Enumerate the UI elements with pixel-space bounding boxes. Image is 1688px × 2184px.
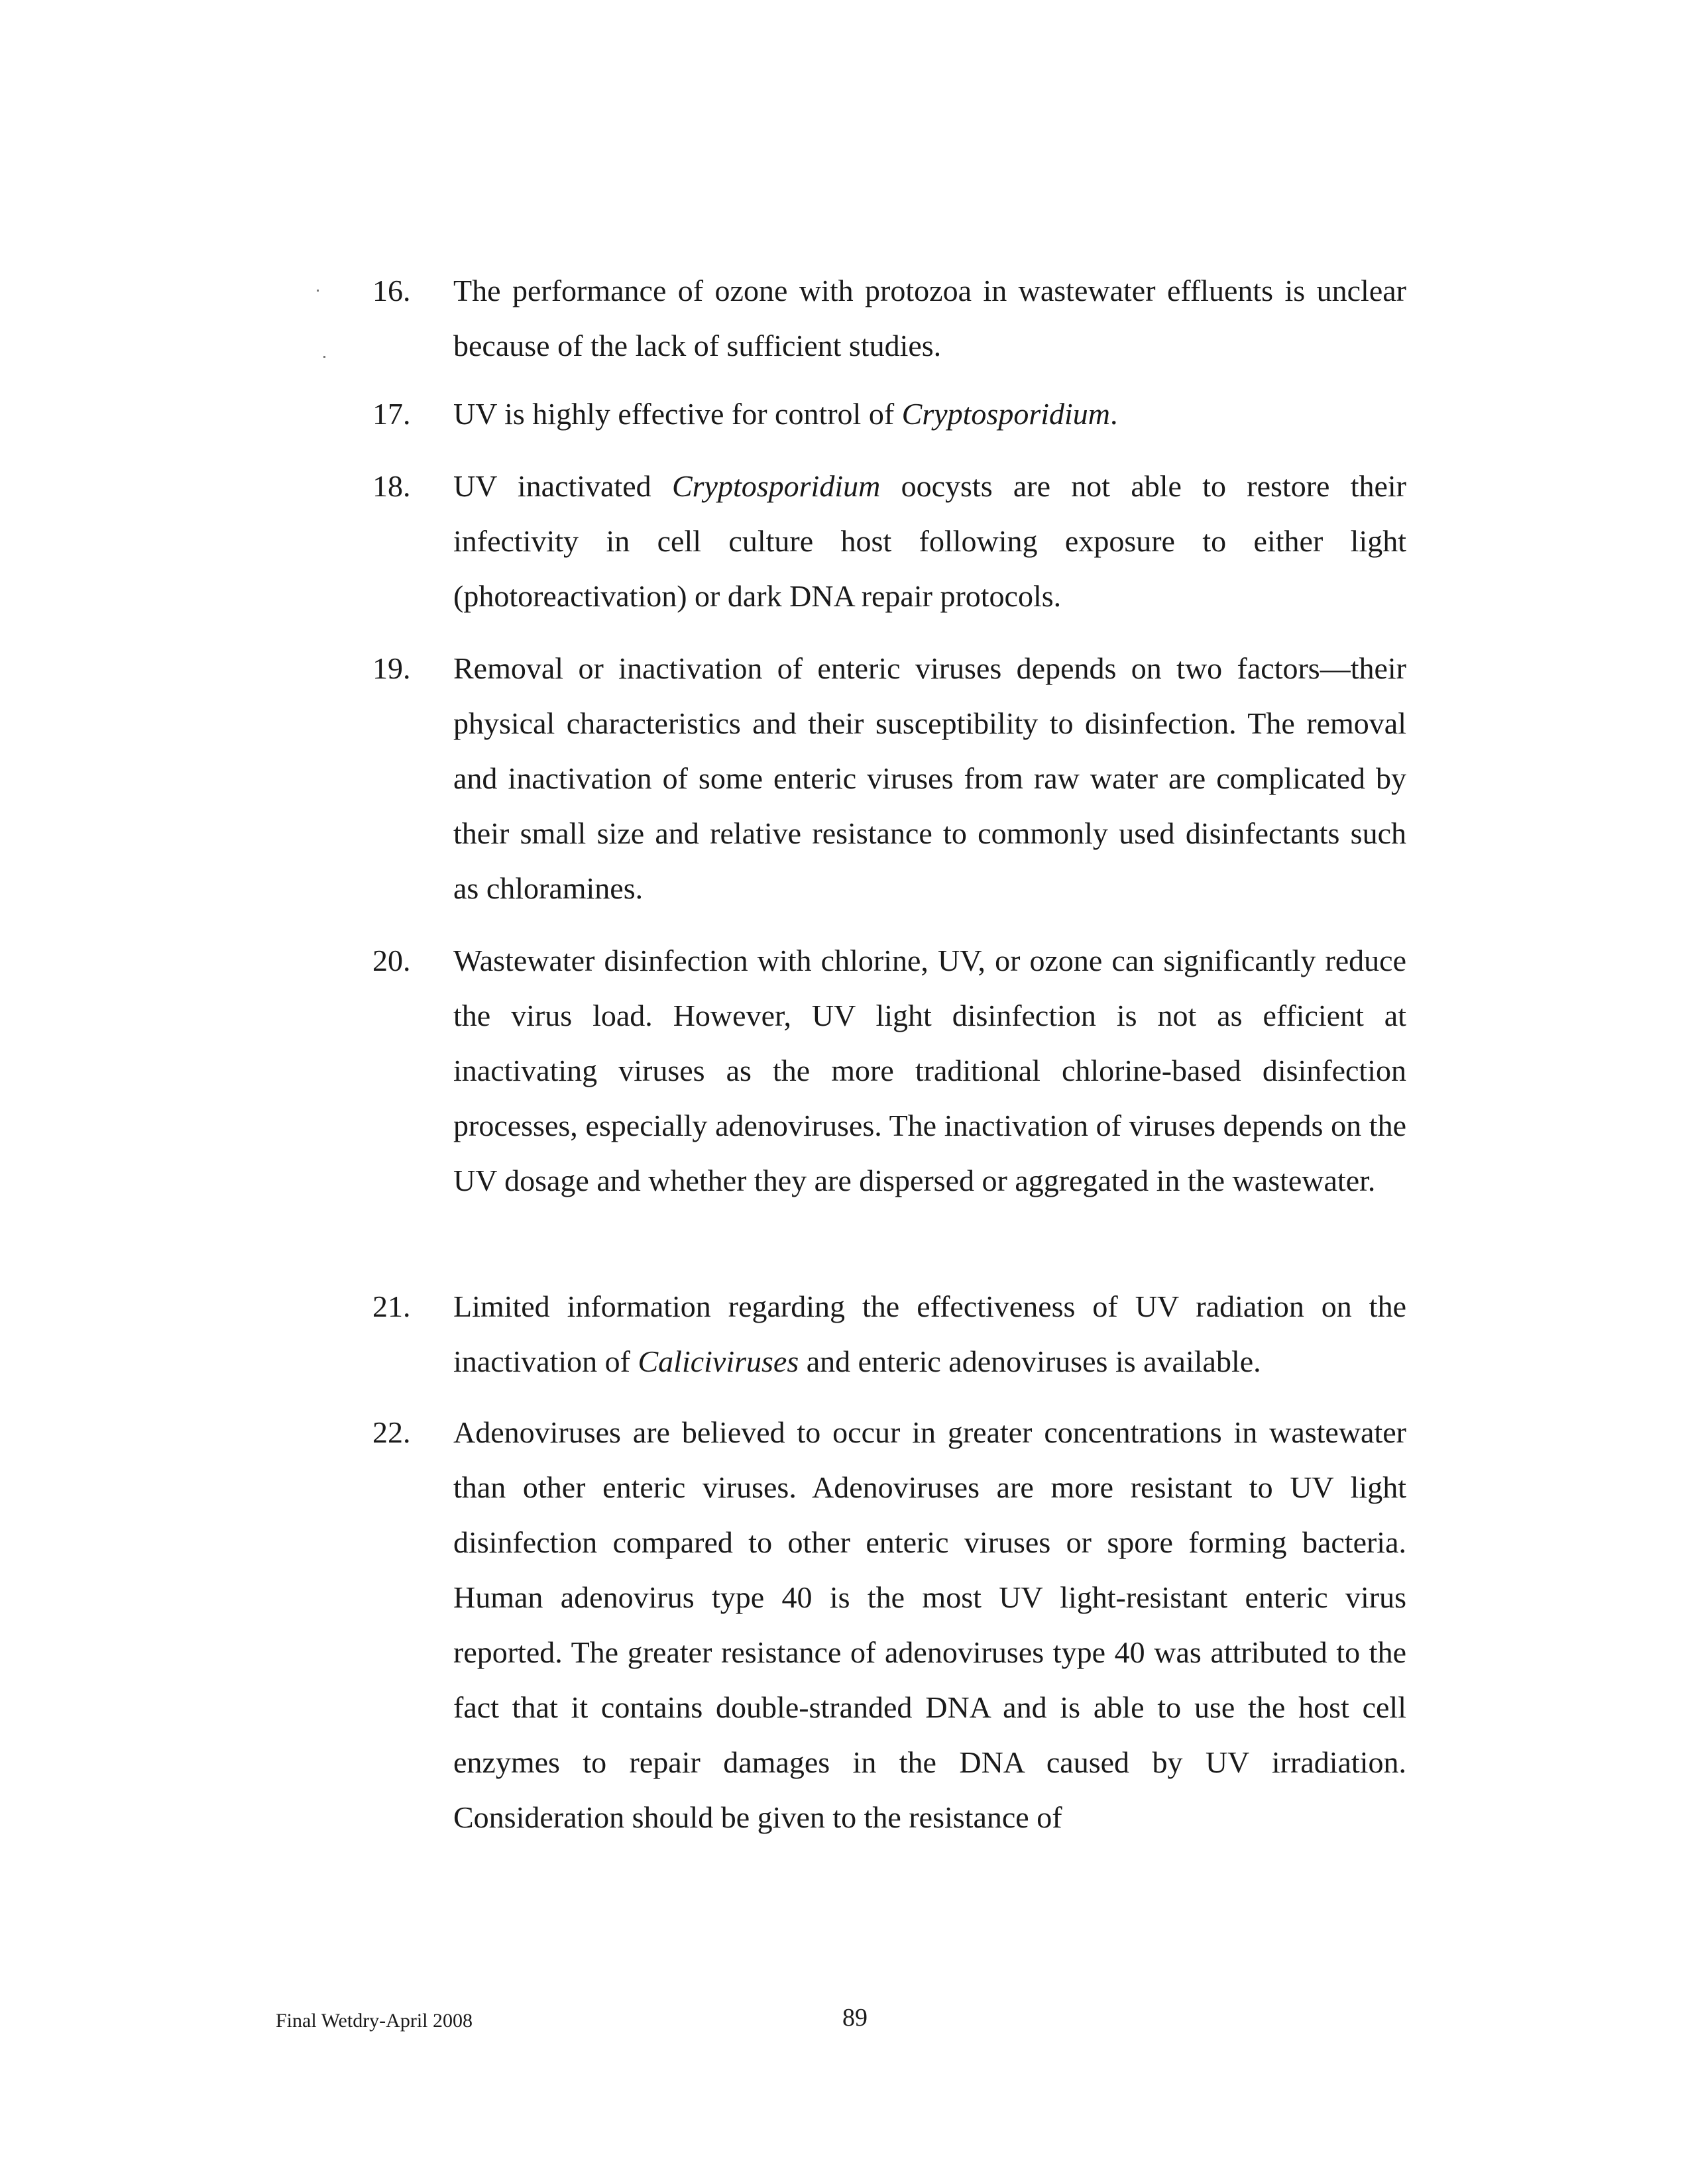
item-text <box>453 933 1406 1208</box>
italic-term: Cryptosporidium <box>901 397 1111 431</box>
item-text-run: UV is highly effective for control of <box>453 397 902 431</box>
item-text-run: Removal or inactivation of enteric viruses depends on two factors—their physical characteristics and their susceptibility to disinfection. The removal and inactivation of some enteric viruses from raw water are complicated by their small size and relative resistance to commonly used disinfectants such as chloramines. <box>453 651 1406 905</box>
italic-term: Caliciviruses <box>638 1344 799 1378</box>
page-number: 89 <box>842 2004 868 2032</box>
list-item-16 <box>372 263 1406 373</box>
item-number: 16. <box>372 274 411 307</box>
item-text-run: Wastewater disinfection with chlorine, UV, or ozone can significantly reduce the virus load. However, UV light disinfection is not as efficient at inactivating viruses as the more traditional chlorine-based disinfection processes, especially adenoviruses. The inactivation of viruses depends on the UV dosage and whether they are dispersed or aggregated in the wastewater. <box>453 944 1406 1197</box>
margin-mark <box>317 290 319 292</box>
list-item-22 <box>372 1405 1406 1845</box>
item-text-run: Limited information regarding the effectiveness of UV radiation on the inactivation of <box>453 1289 1406 1378</box>
list-item-18 <box>372 459 1406 624</box>
item-text-run: . <box>1110 397 1118 431</box>
item-text <box>453 641 1406 916</box>
italic-term: Cryptosporidium <box>671 469 881 503</box>
item-text <box>453 386 1406 441</box>
item-number: 22. <box>372 1415 411 1449</box>
item-text <box>453 1405 1406 1845</box>
list-item-19 <box>372 641 1406 916</box>
item-number: 20. <box>372 944 411 977</box>
list-item-21 <box>372 1279 1406 1389</box>
item-text-run: and enteric adenoviruses is available. <box>799 1344 1261 1378</box>
item-text-run: UV inactivated <box>453 469 672 503</box>
item-text <box>453 459 1406 624</box>
margin-mark <box>323 356 325 358</box>
item-number: 19. <box>372 651 411 685</box>
item-text <box>453 1279 1406 1389</box>
item-text-run: oocysts are not able to restore their infectivity in cell culture host following exposure to either light (photoreactivation) or dark DNA repair protocols. <box>453 469 1406 613</box>
item-text-run: The performance of ozone with protozoa in wastewater effluents is unclear because of the lack of sufficient studies. <box>453 274 1406 362</box>
item-text <box>453 263 1406 373</box>
footer-document-label: Final Wetdry-April 2008 <box>276 2010 473 2032</box>
item-number: 21. <box>372 1289 411 1323</box>
item-number: 17. <box>372 397 411 431</box>
item-number: 18. <box>372 469 411 503</box>
list-item-17 <box>372 386 1406 441</box>
item-text-run: Adenoviruses are believed to occur in greater concentrations in wastewater than other enteric viruses. Adenoviruses are more resistant to UV light disinfection compared to other enteric viruses or spore forming bacteria. Human adenovirus type 40 is the most UV light-resistant enteric virus reported. The greater resistance of adenoviruses type 40 was attributed to the fact that it contains double-stranded DNA and is able to use the host cell enzymes to repair damages in the DNA caused by UV irradiation. Consideration should be given to the resistance of <box>453 1415 1406 1834</box>
list-item-20 <box>372 933 1406 1208</box>
